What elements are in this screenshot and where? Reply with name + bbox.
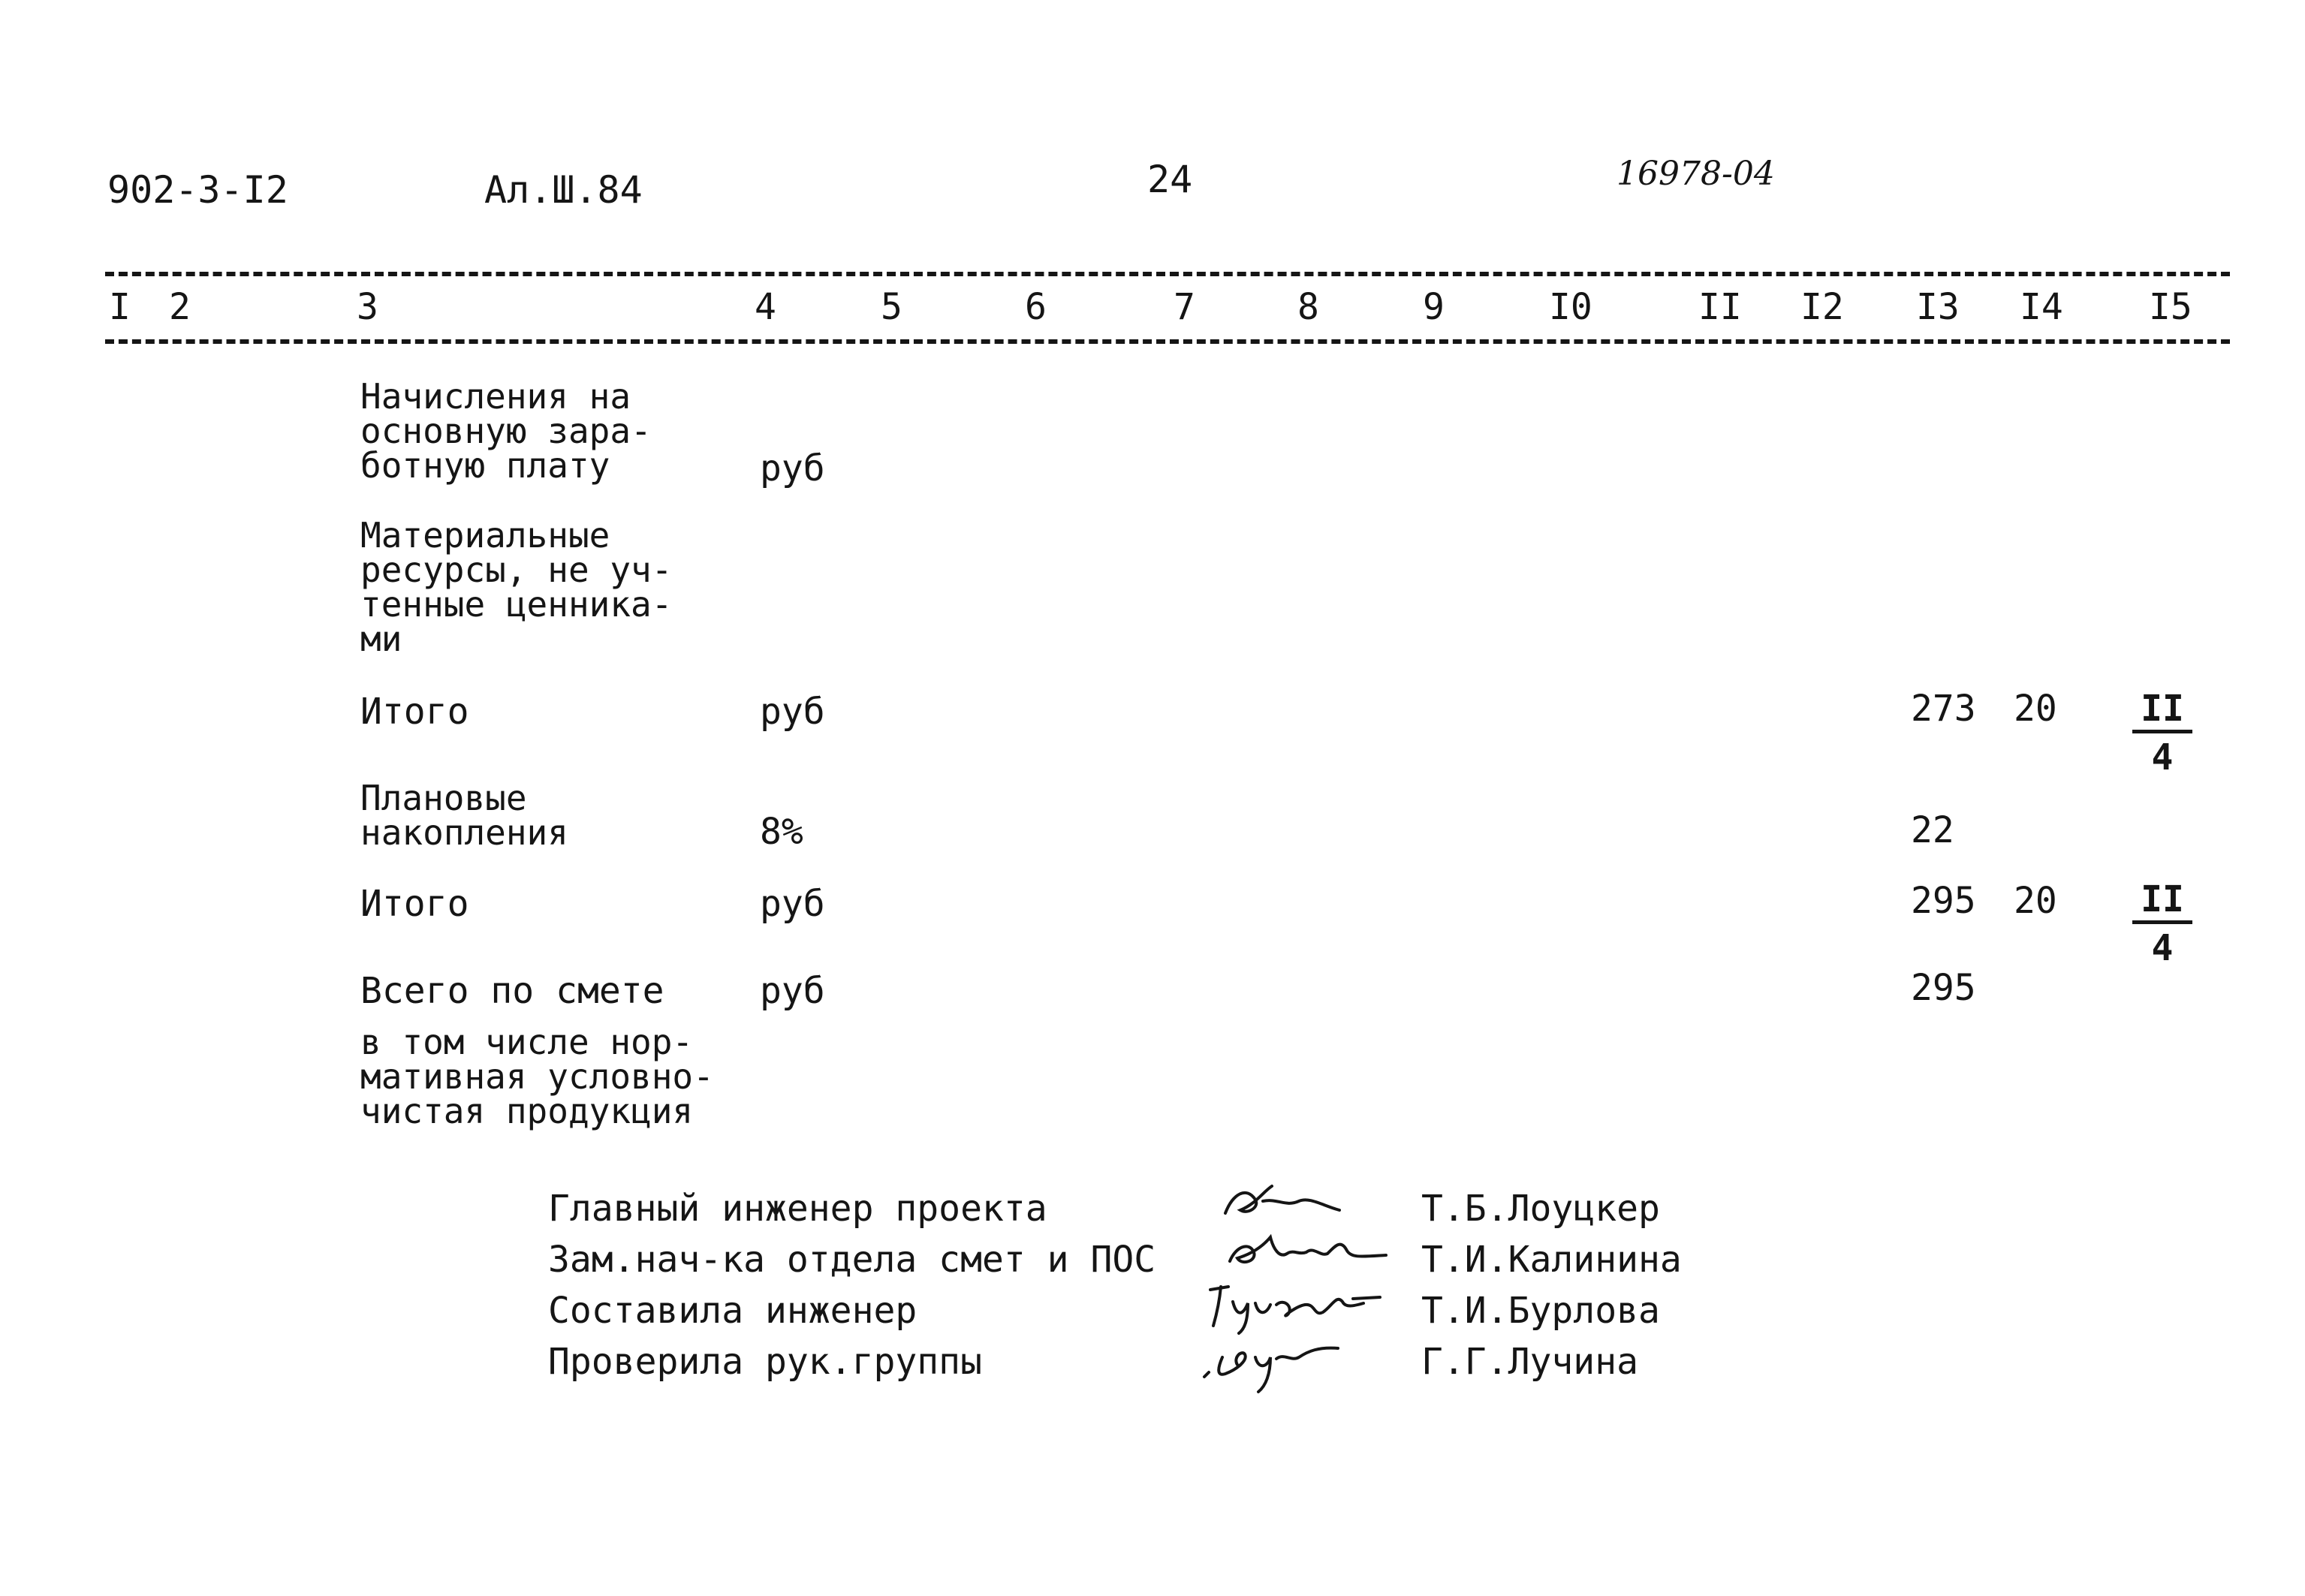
- col-header-13: I3: [1916, 286, 1960, 328]
- signer-name: Т.И.Бурлова: [1421, 1290, 1660, 1332]
- col-header-10: I0: [1549, 286, 1592, 328]
- row-unit: руб: [760, 691, 825, 733]
- col-header-4: 4: [755, 286, 776, 328]
- col-header-5: 5: [881, 286, 902, 328]
- col-header-1: I: [109, 286, 131, 328]
- signer-name: Т.Б.Лоуцкер: [1421, 1188, 1660, 1230]
- col-header-9: 9: [1423, 286, 1445, 328]
- row-col14-value: 20: [2014, 688, 2057, 730]
- row-unit: руб: [760, 883, 825, 925]
- fraction-numerator: II: [2132, 691, 2192, 733]
- col-header-12: I2: [1800, 286, 1844, 328]
- fraction-numerator: II: [2132, 881, 2192, 924]
- row-label: в том числе нор- мативная условно- чистая продукция: [360, 1022, 714, 1131]
- row-unit: 8%: [760, 811, 803, 853]
- row-col13-value: 22: [1911, 809, 1954, 851]
- row-col13-value: 295: [1911, 880, 1976, 922]
- row-col13-value: 273: [1911, 688, 1976, 730]
- signer-role: Главный инженер проекта: [548, 1188, 1047, 1230]
- header-rule-top: [105, 272, 2230, 276]
- col-header-8: 8: [1297, 286, 1319, 328]
- inventory-number: 16978-04: [1617, 155, 1775, 193]
- row-col15-fraction: [2132, 688, 2192, 778]
- fraction-denominator: 4: [2151, 736, 2174, 778]
- col-header-11: II: [1698, 286, 1742, 328]
- row-label: Итого: [360, 691, 469, 733]
- page-number: 24: [1147, 158, 1193, 201]
- signer-role: Проверила рук.группы: [548, 1341, 982, 1383]
- row-label: Материальные ресурсы, не уч- тенные ценника- ми: [360, 515, 673, 659]
- album-number: Ал.Ш.84: [484, 168, 643, 212]
- handwritten-signature: [1215, 1224, 1395, 1276]
- signer-role: Составила инженер: [548, 1290, 917, 1332]
- document-code: 902-3-I2: [107, 168, 288, 212]
- row-unit: руб: [760, 970, 825, 1012]
- col-header-14: I4: [2020, 286, 2063, 328]
- row-label: Начисления на основную зара- ботную плату: [360, 376, 652, 486]
- header-rule-bottom: [105, 339, 2230, 344]
- signer-role: Зам.нач-ка отдела смет и ПОС: [548, 1239, 1156, 1281]
- col-header-2: 2: [169, 286, 191, 328]
- row-label: Итого: [360, 883, 469, 925]
- row-col13-value: 295: [1911, 967, 1976, 1009]
- col-header-7: 7: [1174, 286, 1195, 328]
- handwritten-signature: [1210, 1171, 1353, 1231]
- signer-name: Г.Г.Лучина: [1421, 1341, 1638, 1383]
- fraction-denominator: 4: [2151, 927, 2174, 969]
- signer-name: Т.И.Калинина: [1421, 1239, 1682, 1281]
- row-col14-value: 20: [2014, 880, 2057, 922]
- row-unit: руб: [760, 447, 825, 489]
- col-header-15: I5: [2149, 286, 2192, 328]
- handwritten-signature: [1195, 1327, 1353, 1395]
- row-label: Плановые накопления: [360, 778, 568, 853]
- col-header-6: 6: [1025, 286, 1047, 328]
- col-header-3: 3: [357, 286, 378, 328]
- row-label: Всего по смете: [360, 970, 664, 1012]
- row-col15-fraction: [2132, 878, 2192, 969]
